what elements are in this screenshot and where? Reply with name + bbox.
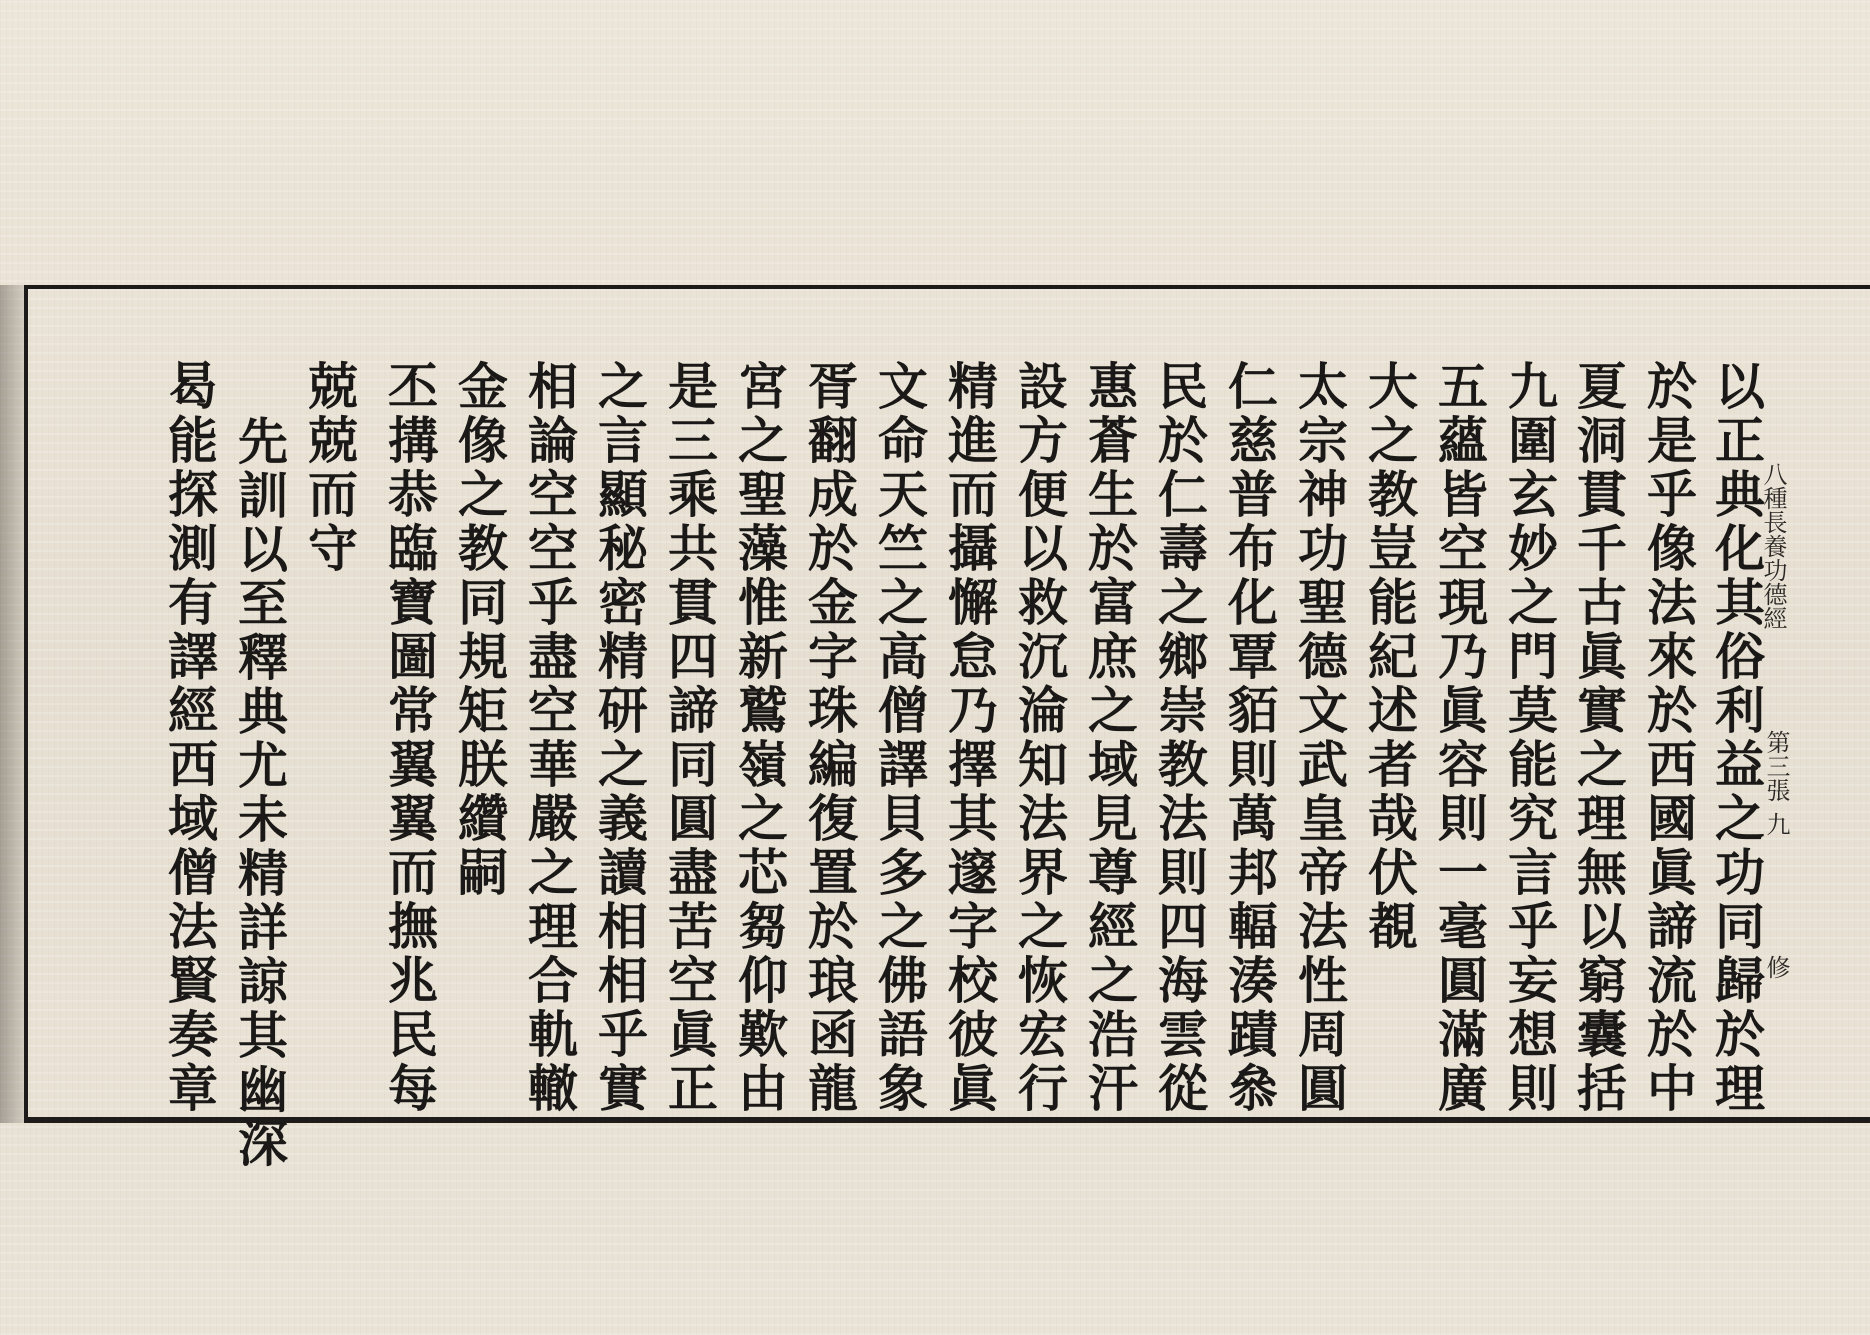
text-column-20: 丕搆恭臨寶圖常翼翼而撫兆民每 — [380, 360, 439, 1116]
margin-sutra-title: 八種長養功德經 — [1759, 462, 1787, 630]
text-column-3: 夏洞貫千古眞實之理無以窮囊括 — [1569, 360, 1628, 1116]
text-column-17: 之言顯秘密精研之義讀相相乎實 — [590, 360, 649, 1116]
text-column-14: 胥翻成於金字珠編復置於琅函龍 — [800, 360, 859, 1116]
margin-leaf-char: 九 — [1762, 812, 1790, 836]
text-column-8: 仁慈普布化覃貊則萬邦輻湊蹟叅 — [1220, 360, 1279, 1116]
text-column-9: 民於仁壽之鄉崇教法則四海雲從 — [1150, 360, 1209, 1116]
text-column-7: 太宗神功聖德文武皇帝法性周圓 — [1290, 360, 1349, 1116]
text-column-10: 惠蒼生於富庶之域見尊經之浩汗 — [1080, 360, 1139, 1116]
text-column-2: 於是乎像法來於西國眞諦流於中 — [1639, 360, 1698, 1116]
text-column-21: 兢兢而守 — [300, 360, 359, 576]
text-column-22: 先訓以至釋典尤未精詳諒其幽深 — [230, 415, 289, 1171]
text-column-15: 宮之聖藻惟新鷲嶺之芯芻仰歎由 — [730, 360, 789, 1116]
text-column-12: 精進而攝懈怠乃擇其邃字校彼眞 — [940, 360, 999, 1116]
left-border-rule — [24, 285, 28, 1123]
margin-sheet-char: 修 — [1762, 955, 1790, 979]
text-column-23: 曷能探測有譯經西域僧法賢奏章 — [160, 360, 219, 1116]
bottom-border-rule — [28, 1117, 1870, 1123]
left-border-shadow — [0, 285, 26, 1123]
text-column-19: 金像之教同規矩朕纘嗣 — [450, 360, 509, 900]
text-column-16: 是三乘共貫四諦同圓盡苦空眞正 — [660, 360, 719, 1116]
top-border-rule — [28, 285, 1870, 289]
text-column-13: 文命天竺之高僧譯貝多之佛語象 — [870, 360, 929, 1116]
text-column-1: 以正典化其俗利益之功同歸於理 — [1707, 360, 1766, 1116]
text-column-4: 九圍玄妙之門莫能究言乎妄想則 — [1500, 360, 1559, 1116]
margin-leaf-number: 第三張 — [1762, 730, 1790, 802]
text-column-11: 設方便以救沉淪知法界之恢宏行 — [1010, 360, 1069, 1116]
text-column-18: 相論空空乎盡空華嚴之理合軌轍 — [520, 360, 579, 1116]
text-column-6: 大之教豈能紀述者哉伏覩 — [1360, 360, 1419, 954]
text-column-5: 五蘊皆空現乃眞容則一毫圓滿廣 — [1430, 360, 1489, 1116]
